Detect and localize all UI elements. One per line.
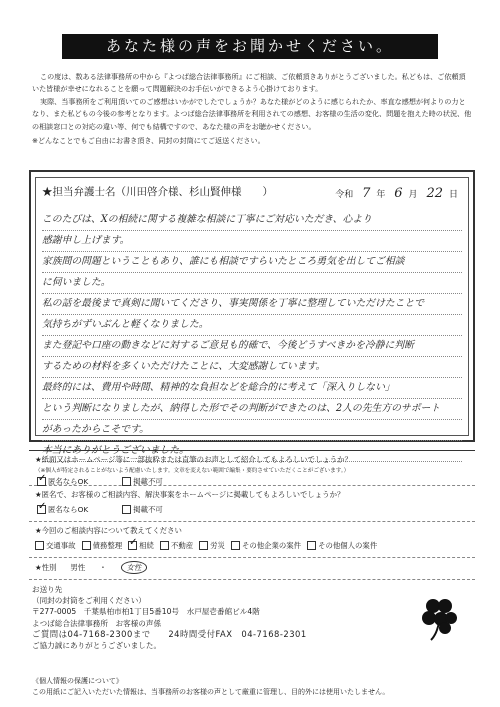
handwritten-line: 気持ちがずいぶんと軽くなりました。 (42, 315, 462, 336)
gender-option-female-selected[interactable]: 女性 (121, 561, 148, 574)
category-option-inheritance[interactable] (128, 540, 154, 551)
handwritten-comment-box (29, 170, 475, 456)
lawyer-name-line: ★担当弁護士名（川田啓介様、杉山賢伸様 ） (42, 186, 273, 198)
option-label: 債務整理 (92, 541, 123, 550)
survey-question-publish (29, 450, 475, 486)
case-option-refuse[interactable] (122, 504, 163, 515)
checkbox-checked-icon[interactable] (128, 541, 137, 550)
contact-numbers: ご質問は04-7168-2300まで 24時間受付FAX 04-7168-2301 (32, 628, 307, 639)
option-label: その他個人の案件 (318, 541, 378, 550)
date-era: 令和 (335, 190, 354, 200)
handwritten-line: また登記や口座の動きなどに対するご意見も的確で、今後どうすべきかを冷静に判断 (42, 336, 462, 357)
handwritten-line: 家族間の問題ということもあり、誰にも相談ですらいたところ勇気を出してご相談 (42, 252, 462, 273)
gender-options (35, 561, 469, 574)
option-label: 掲載不可 (133, 505, 163, 514)
handwritten-lines (42, 210, 462, 462)
intro-text (32, 71, 472, 147)
intro-paragraph-1: この度は、数ある法律事務所の中から『よつば総合法律事務所』にご相談、ご依頼頂きありがとうございました。私どもは、ご依頼頂いた皆様が幸せになれることを願って問題解決のお手伝いができるよう心掛けております。 (32, 72, 466, 94)
checkbox-checked-icon[interactable] (37, 505, 46, 514)
handwritten-line: という判断になりましたが、納得した形でその判断ができたのは、2人の先生方のサポート (42, 399, 462, 420)
case-option-anonymous[interactable] (37, 504, 88, 515)
option-label: 相続 (139, 541, 154, 550)
intro-note: ※どんなことでもご自由にお書き頂き、同封の封筒にてご返送ください。 (32, 136, 265, 146)
send-to-label (32, 584, 412, 595)
checkbox-icon[interactable] (307, 541, 316, 550)
privacy-notice (32, 676, 482, 698)
publish-option-anonymous[interactable] (37, 476, 88, 487)
firm-dept: よつば総合法律事務所 お客様の声係 (32, 618, 162, 628)
question-category-text: ★今回のご相談内容について教えてください (35, 526, 182, 535)
comment-inner-frame (35, 177, 469, 456)
option-label: その他企業の案件 (241, 541, 302, 550)
date-day-label: 日 (448, 190, 458, 200)
checkbox-icon[interactable] (122, 505, 131, 514)
clover-logo-icon (415, 592, 465, 642)
handwritten-line: 最終的には、費用や時間、精神的な負担などを総合的に考えて「深入りしない」 (42, 378, 462, 399)
send-label: お送り先 (32, 585, 63, 594)
handwritten-line: に伺いました。 (42, 273, 462, 294)
checkbox-icon[interactable] (231, 541, 240, 550)
checkbox-icon[interactable] (199, 541, 208, 550)
firm-address: 〒277-0005 千葉県柏市柏1丁目5番10号 水戸屋壱番館ビル4階 (32, 607, 260, 617)
question-case-text: ★匿名で、お客様のご相談内容、解決事案をホームページに掲載してもよろしいでしょうか？ (35, 490, 345, 499)
survey-section (29, 450, 475, 580)
publish-option-refuse[interactable] (122, 476, 163, 487)
question-publish-text: ★紙面又はホームページ等に一部抜粋または直筆のお声として紹介してもよろしいでしょうか？ (35, 455, 352, 464)
date-month-label: 月 (408, 190, 418, 200)
privacy-title: 《個人情報の保護について》 (32, 677, 123, 685)
gender-separator: ・ (99, 563, 107, 572)
handwritten-line: があったからこそです。 (42, 420, 462, 441)
date-line (335, 186, 458, 201)
date-year: 7 (362, 186, 371, 201)
handwritten-line: するための材料を多くいただけたことに、大変感謝しています。 (42, 357, 462, 378)
checkbox-icon[interactable] (160, 541, 169, 550)
option-label: 労災 (210, 541, 225, 550)
handwritten-line: 私の話を最後まで真剣に聞いてくださり、事実関係を丁寧に整理していただけたことで (42, 294, 462, 315)
checkbox-checked-icon[interactable] (37, 477, 46, 486)
category-option[interactable] (82, 540, 123, 551)
handwritten-line: このたびは、Xの相続に関する複雑な相談に丁寧にご対応いただき、心より (42, 210, 462, 231)
handwritten-line: 感謝申し上げます。 (42, 231, 462, 252)
option-label: 交通事故 (46, 541, 76, 550)
privacy-text: この用紙にご記入いただいた情報は、当事務所のお客様の声として厳重に管理し、目的外には使用いたしません。 (32, 688, 390, 696)
option-label: 匿名ならOK (48, 505, 89, 514)
survey-question-case (29, 486, 475, 522)
category-option[interactable] (231, 540, 301, 551)
question-gender-text: ★性別 (35, 563, 57, 572)
question-publish-label (35, 454, 469, 465)
category-option[interactable] (199, 540, 225, 551)
category-option[interactable] (35, 540, 76, 551)
category-option[interactable] (307, 540, 377, 551)
handwritten-line: 本当にありがとうございました。 (42, 441, 462, 462)
survey-question-gender (29, 558, 475, 580)
case-options (35, 504, 469, 515)
contact-footer (32, 584, 412, 651)
option-label: 匿名ならOK (48, 477, 89, 486)
category-options (35, 540, 469, 551)
question-publish-note: （※個人が特定されることがないよう配慮いたします。文章を変えない範囲で編集・要約させていただくことがございます。） (35, 468, 350, 474)
category-option[interactable] (160, 540, 193, 551)
option-label: 掲載不可 (133, 477, 163, 486)
checkbox-icon[interactable] (122, 477, 131, 486)
survey-question-category (29, 522, 475, 558)
date-year-label: 年 (376, 190, 386, 200)
date-month: 6 (394, 186, 403, 201)
checkbox-icon[interactable] (35, 541, 44, 550)
send-note: （同封の封筒をご利用ください） (32, 596, 146, 606)
checkbox-icon[interactable] (82, 541, 91, 550)
page-banner: あなた様の声をお聞かせください。 (62, 34, 438, 59)
date-day: 22 (426, 186, 443, 201)
thanks-text: ご協力誠にありがとうございました。 (32, 641, 162, 651)
gender-option-male[interactable]: 男性 (70, 563, 86, 572)
option-label: 不動産 (170, 541, 194, 550)
intro-paragraph-2: 実際、当事務所をご利用頂いてのご感想はいかがでしたでしょうか？あなた様がどのように感じられたか、率直な感想が何よりの力となり、また私どもの今後の参考となります。よつば総合法律事務所を利用されての感想、お客様の生活の変化、問題を抱えた時の状況、他の相談窓口との対応の違い等、何でも結構ですので、あなた様の声をお聴かせください。 (32, 96, 472, 131)
